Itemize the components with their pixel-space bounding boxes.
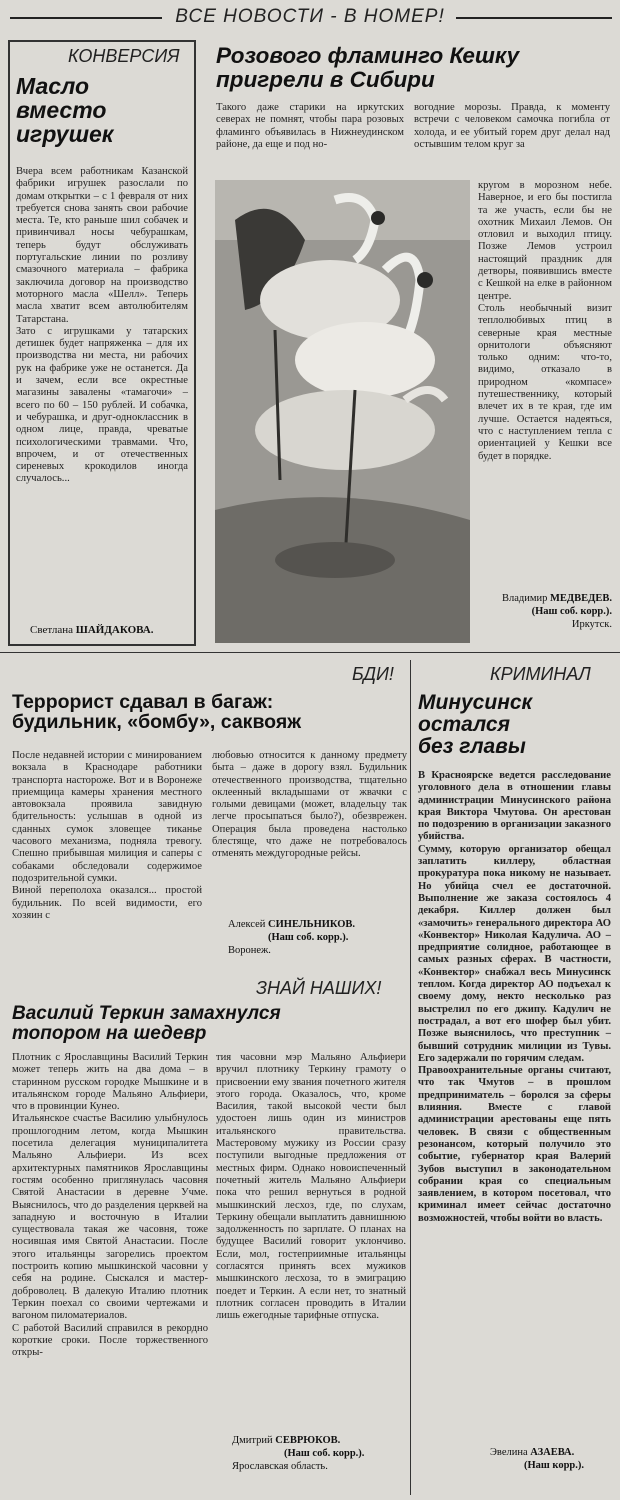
article-kicker: КРИМИНАЛ — [490, 664, 591, 684]
article-body-top-right — [414, 102, 610, 180]
article-body-right: тия часовни мэр Мальяно Альфиери вручил плотнику Теркину грамоту о присвоении ему звания почетного жителя этого города. Оказалось, что, кроме Василия, такой высокой чести был удостоен лишь один из министров итальянского правительства. Мастеровому мужику из России сразу поступили выгодные предложения от местных фирм. Однако новоиспеченный почетный житель Мальяно Альфиери пока что решил вернуться в родной мышкинский лесхоз, где, по слухам, Теркину обещали выплатить давнишнюю задолженность по зарплате. О планах на будущее Василий говорит уклончиво. Если, мол, гостеприимные итальянцы согласятся принять всех мужиков мышкинского лесхоза, то в эмиграцию поедет и Теркин. А если нет, то знатный плотник согласен проводить в Италии лишь ежегодные тарифные отпуска. — [216, 1052, 406, 1322]
flamingo-illustration — [215, 180, 470, 643]
author-first-name: Владимир — [501, 593, 548, 604]
article-headline: Розового фламинго Кешку пригрели в Сибири — [216, 43, 520, 92]
article-body-left: Плотник с Ярославщины Василий Теркин может теперь жить на два дома – в старинном русском городке Мышкине и в итальянском городе Мальяно Альфиери, что в провинции Кунео. Итальянское счастье Василию улыбнулось прошлогодним летом, когда Мышкин посетила делегация муниципалитета Мальяно Альфиери. Из всех архитектурных памятников Ярославщины гостям особенно приглянулась часовня Святой Анастасии в деревне Учме. Выяснилось, что до разделения церквей на западную и восточную в Италии существовала такая же часовня, тоже носившая имя Святой Анастасии. После этого итальянцы загорелись проектом построить копию мышкинской часовни у себя на родине. Сыскался и мастер-доброволец. В далекую Италию плотник Теркин поехал со своими чертежами и вагоном пиломатериалов. С работой Василий справился в рекордно короткие сроки. После торжественного откры- — [12, 1052, 208, 1359]
author-last-name: СЕВРЮКОВ. — [275, 1435, 341, 1446]
column-divider — [410, 660, 411, 1495]
article-byline — [228, 918, 355, 957]
author-last-name: МЕДВЕДЕВ. — [549, 593, 612, 604]
author-note: (Наш корр.). — [524, 1460, 584, 1471]
page-header — [0, 4, 620, 30]
author-place: Иркутск. — [571, 619, 612, 630]
header-rule-left — [10, 17, 162, 19]
article-body: В Красноярске ведется расследование уголовного дела в отношении главы администрации Минусинского района края Виктора Чмутова. Он арестован по подозрению в организации заказного убийства. Сумму, которую организатор обещал заплатить киллеру, областная прокуратура пока никому не называет. Но убийца счел ее достаточной. Выполнение же заказа состоялось 4 декабря. Киллер должен был «замочить» генерального директора АО «Конвектор» Николая Кадулича. АО – предприятие солидное, работающее в самых разных сферах. В частности, «Конвектор» снабжал весь Минусинск теплом. Когда директор АО подъехал к своему дому, некто несколько раз выстрелил по его джипу. Кадулич не пострадал, а вот его шофер был убит. Позже выяснилось, что преступник – бывший сотрудник милиции из Тувы. Его задержали по горячим следам. Правоохранительные органы считают, что так Чмутов – в прошлом предприниматель – боролся за сферы влияния. Вместе с главой администрации арестованы еще пять человек. В связи с общественным резонансом, который получило это событие, губернатор края Валерий Зубов выступил в законодательном собрании края со специальным заявлением, в котором посетовал, что криминал имеет сейчас достаточно возможностей, чтобы войти во власть. — [418, 770, 611, 1224]
article-kicker: КОНВЕРСИЯ — [68, 46, 180, 66]
author-last-name: ШАЙДАКОВА. — [75, 624, 154, 636]
author-first-name: Светлана — [30, 624, 74, 636]
article-body-right: любовью относится к данному предмету быта – даже в дорогу взял. Будильник отечественного производства, тщательно оклеенный вкладышами от жвачки с голыми девицами (может, владельцу так легче просыпаться было?), обезврежен. Операция была проведена настолько блестяще, что даже не потребовалось отменять междугородные рейсы. — [212, 750, 407, 860]
article-kicker: БДИ! — [352, 664, 394, 684]
article-kicker: ЗНАЙ НАШИХ! — [256, 978, 382, 998]
article-body: Вчера всем работникам Казанской фабрики игрушек разослали по домам открытки – с 1 февраля от них требуется снова занять свои рабочие места. Те, кто раньше шил собачек и привинчивал носы чебурашкам, теперь будут обслуживать португальские линии по розливу смазочного материала – фабрика заключила договор на производство моторного масла «Шелл». Теперь масла хватит всем автолюбителям Татарстана. Зато с игрушками у татарских детишек будет напряженка – для их производства ни места, ни рабочих рук на фабрике уже не останется. Да и зачем, если все окрестные магазины завалены «тамагочи» – всего по 60 – 150 рублей. И собачка, и чебурашка, и друг-одноклассник в одном лице, правда, чреватые психологическими травмами. Что, впрочем, и от отечественных сиреневых крокодилов иногда случалось... — [16, 166, 188, 485]
author-note: (Наш соб. корр.). — [531, 606, 612, 617]
author-first-name: Дмитрий — [232, 1435, 273, 1446]
article-body-right-column — [478, 180, 612, 590]
article-headline: Минусинск остался без главы — [418, 691, 533, 759]
author-last-name: СИНЕЛЬНИКОВ. — [268, 919, 356, 930]
article-headline: Василий Теркин замахнулся топором на шедевр — [12, 1003, 281, 1044]
author-last-name: АЗАЕВА. — [530, 1447, 575, 1458]
article-byline — [478, 592, 612, 631]
article-headline: Масло вместо игрушек — [16, 73, 114, 148]
article-byline — [490, 1446, 584, 1472]
article-byline — [30, 624, 153, 637]
article-body-right-text: вогодние морозы. Правда, к моменту встречи с человеком самочка погибла от холода, и ее убитый горем друг делал над остывшим телом круг за — [414, 102, 610, 150]
flamingo-photo — [215, 180, 470, 643]
article-konversiya — [8, 40, 196, 646]
author-first-name: Эвелина — [490, 1447, 528, 1458]
article-body-left: После недавней истории с минированием вокзала в Краснодаре работники транспорта настороже. Вот и в Воронеже приемщица камеры хранения местного автовокзала проявила завидную бдительность: услышав в одной из сданных сумок зловещее тиканье часового механизма, подняла тревогу. Спешно прибывшая милиция и саперы с собаками обследовали содержимое подозрительной сумки. Виной переполоха оказался... простой будильник. По всей видимости, его хозяин с — [12, 750, 202, 921]
article-headline: Террорист сдавал в багаж: будильник, «бомбу», саквояж — [12, 691, 302, 734]
section-divider — [0, 652, 620, 653]
header-title: ВСЕ НОВОСТИ - В НОМЕР! — [175, 6, 445, 27]
author-place: Ярославская область. — [232, 1461, 328, 1472]
article-byline — [232, 1434, 364, 1473]
header-rule-right — [456, 17, 612, 19]
author-place: Воронеж. — [228, 945, 271, 956]
author-first-name: Алексей — [228, 919, 266, 930]
article-body-left: Такого даже старики на иркутских северах не помнят, чтобы пара розовых фламинго объявилась в Нижнеудинском районе, да еще и под но- — [216, 102, 404, 150]
author-note: (Наш соб. корр.). — [284, 1448, 365, 1459]
author-note: (Наш соб. корр.). — [268, 932, 349, 943]
article-body-right-continued: кругом в морозном небе. Наверное, и его бы постигла та же участь, если бы не охотник Михаил Лемов. Он отловил и выходил птицу. Позже Лемов устроил настоящий праздник для детворы, появившись вместе с Кешкой на елке в районном центре. Столь необычный визит теплолюбивых птиц в северные края местные орнитологи объясняют только одним: что-то, видимо, отказало в природном «компасе» путешественнику, который влечет их в те края, где им лучше. Остается надеяться, что с наступлением тепла с ориентацией у Кешки все будет в порядке. — [478, 180, 612, 462]
